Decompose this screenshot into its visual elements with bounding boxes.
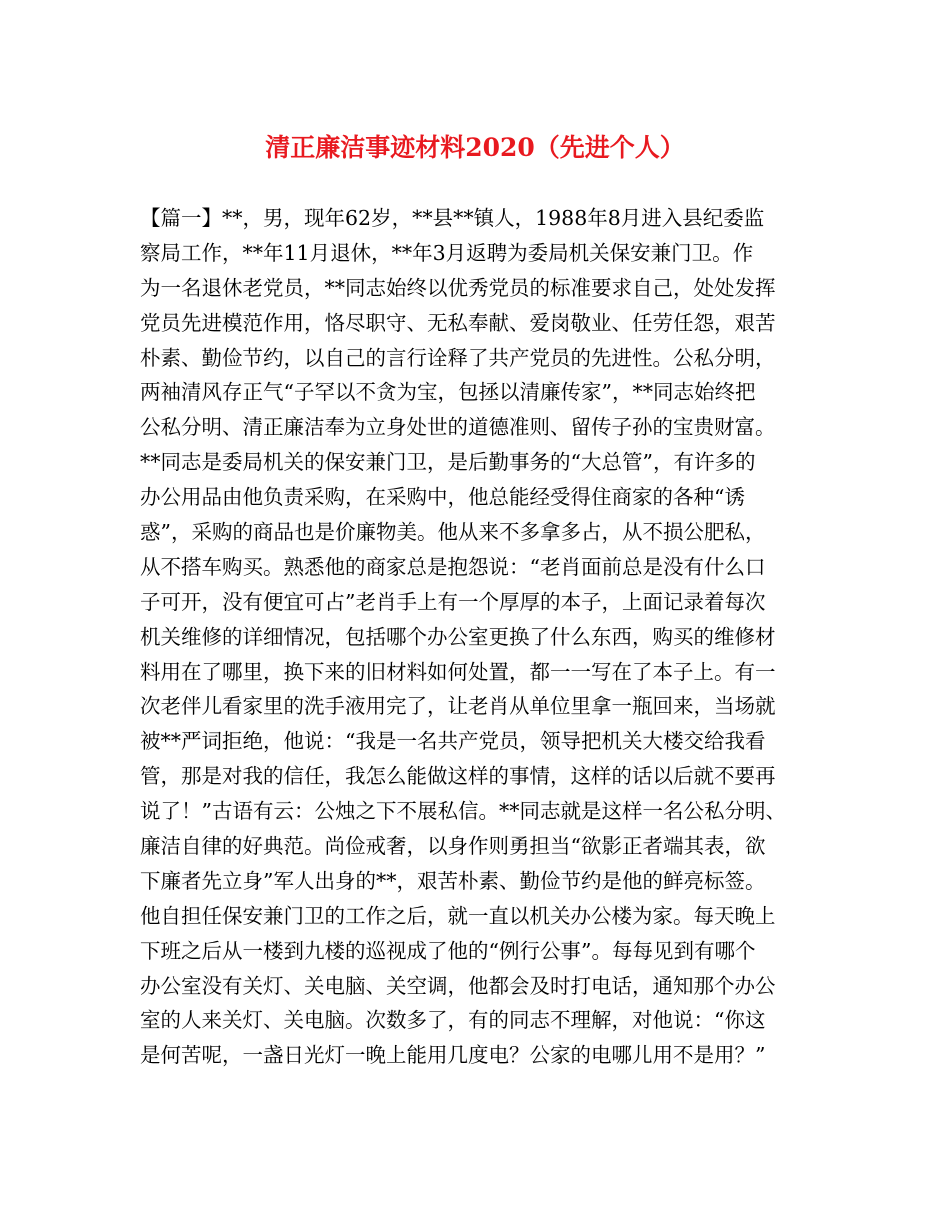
document-body bbox=[140, 201, 820, 1073]
body-text-line: 廉洁自律的好典范。尚俭戒奢，以身作则勇担当“欲影正者端其表，欲 bbox=[140, 834, 766, 859]
body-text-line: 子可开，没有便宜可占”老肖手上有一个厚厚的本子，上面记录着每次 bbox=[140, 589, 766, 614]
body-text-line: 是何苦呢，一盏日光灯一晚上能用几度电？公家的电哪儿用不是用？” bbox=[140, 1043, 766, 1068]
body-text-line: 室的人来关灯、关电脑。次数多了，有的同志不理解，对他说：“你这 bbox=[140, 1008, 766, 1033]
body-text-line: 【篇一】**，男，现年62岁，**县**镇人，1988年8月进入县纪委监 bbox=[140, 206, 765, 230]
body-text-line: 机关维修的详细情况，包括哪个办公室更换了什么东西，购买的维修材 bbox=[140, 624, 776, 649]
body-text-line: 管，那是对我的信任，我怎么能做这样的事情，这样的话以后就不要再 bbox=[140, 764, 776, 789]
body-text-line: 办公室没有关灯、关电脑、关空调，他都会及时打电话，通知那个办公 bbox=[140, 973, 776, 998]
body-text-line: 次老伴儿看家里的洗手液用完了，让老肖从单位里拿一瓶回来，当场就 bbox=[140, 694, 776, 719]
body-text-line: 惑”，采购的商品也是价廉物美。他从来不多拿多占，从不损公肥私， bbox=[140, 520, 766, 545]
body-text-line: 为一名退休老党员，**同志始终以优秀党员的标准要求自己，处处发挥 bbox=[140, 275, 776, 300]
body-text-line: 办公用品由他负责采购，在采购中，他总能经受得住商家的各种“诱 bbox=[140, 485, 745, 510]
body-text-line: 说了！”古语有云：公烛之下不展私信。**同志就是这样一名公私分明、 bbox=[140, 799, 786, 824]
body-text-line: 被**严词拒绝，他说：“我是一名共产党员，领导把机关大楼交给我看 bbox=[140, 729, 766, 754]
body-text-line: 他自担任保安兼门卫的工作之后，就一直以机关办公楼为家。每天晚上 bbox=[140, 903, 776, 928]
body-text-line: 两袖清风存正气“子罕以不贪为宝，包拯以清廉传家”，**同志始终把 bbox=[140, 380, 756, 405]
body-text-line: 从不搭车购买。熟悉他的商家总是抱怨说：“老肖面前总是没有什么口 bbox=[140, 554, 766, 579]
document-title: 清正廉洁事迹材料2020（先进个人） bbox=[265, 133, 685, 162]
body-text-line: 料用在了哪里，换下来的旧材料如何处置，都一一写在了本子上。有一 bbox=[140, 659, 776, 684]
body-text-line: 察局工作，**年11月退休，**年3月返聘为委局机关保安兼门卫。作 bbox=[140, 240, 754, 265]
body-text-line: 下班之后从一楼到九楼的巡视成了他的“例行公事”。每每见到有哪个 bbox=[140, 938, 756, 963]
body-text-line: 朴素、勤俭节约，以自己的言行诠释了共产党员的先进性。公私分明， bbox=[140, 345, 776, 370]
body-text-line: 公私分明、清正廉洁奉为立身处世的道德准则、留传子孙的宝贵财富。 bbox=[140, 415, 776, 440]
body-text-line: **同志是委局机关的保安兼门卫，是后勤事务的“大总管”，有许多的 bbox=[140, 450, 756, 475]
body-text-line: 党员先进模范作用，恪尽职守、无私奉献、爱岗敬业、任劳任怨，艰苦 bbox=[140, 310, 776, 335]
body-text-line: 下廉者先立身”军人出身的**，艰苦朴素、勤俭节约是他的鲜亮标签。 bbox=[140, 868, 766, 893]
